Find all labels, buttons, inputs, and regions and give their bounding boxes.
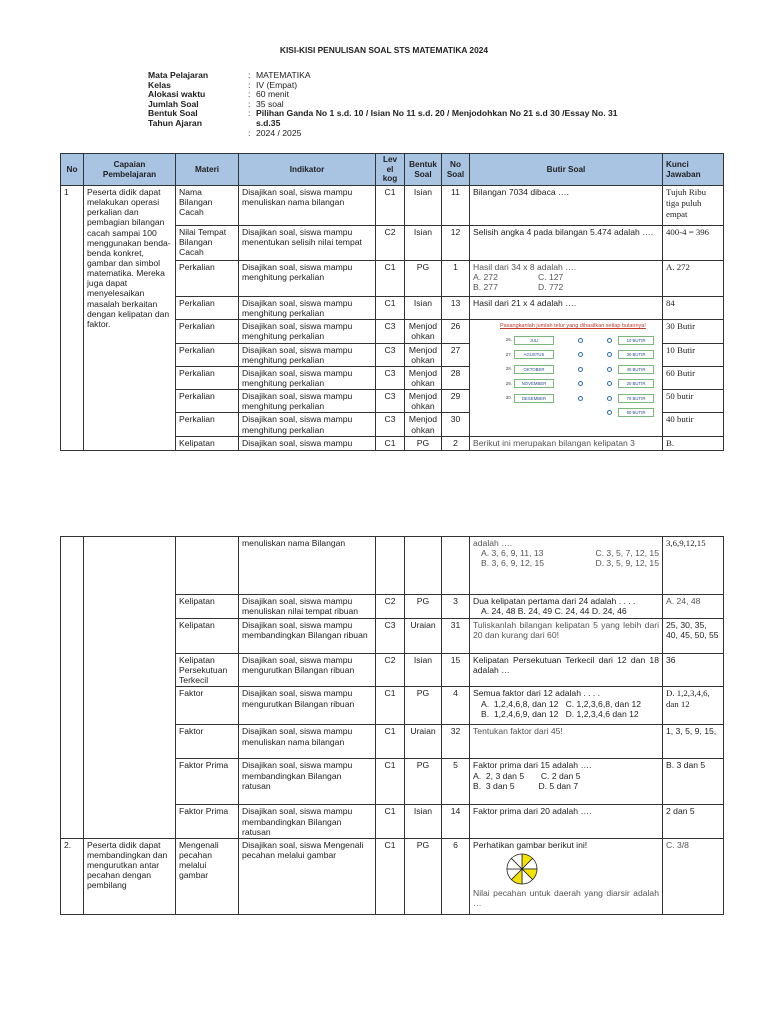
materi-cell: Perkalian xyxy=(176,320,239,343)
level-cell: C3 xyxy=(376,413,405,436)
count-box: 30 BUTIR xyxy=(618,350,654,359)
matching-title: Pasangkanlah jumlah telur yang dihasilkan setiap bulannya! xyxy=(500,323,646,330)
butir-cell: Selisih angka 4 pada bilangan 5.474 adalah …. xyxy=(470,226,663,261)
option: B. 277 xyxy=(473,282,498,293)
header-indikator: Indikator xyxy=(239,154,376,186)
level-cell: C3 xyxy=(376,390,405,413)
bentuk-cell: Isian xyxy=(405,226,442,261)
bentuk-cell: PG xyxy=(405,436,442,450)
bentuk-cell: Isian xyxy=(405,805,442,838)
count-box: 40 BUTIR xyxy=(618,365,654,374)
kunci-cell: 3,6,9,12,15 xyxy=(663,537,724,595)
bentuk-cell: Menjod ohkan xyxy=(405,413,442,436)
table-row xyxy=(61,838,724,914)
level-cell: C3 xyxy=(376,619,405,654)
bentuk-cell: PG xyxy=(405,759,442,805)
indikator-cell: Disajikan soal, siswa mampu menuliskan nama bilangan xyxy=(239,725,376,759)
level-cell: C1 xyxy=(376,297,405,320)
row-number: 1 xyxy=(61,186,84,451)
match-dot xyxy=(607,352,612,357)
level-cell: C2 xyxy=(376,226,405,261)
bentuk-cell: PG xyxy=(405,261,442,297)
kunci-cell: D. 1,2,3,4,6, dan 12 xyxy=(663,687,724,725)
materi-cell: Nilai Tempat Bilangan Cacah xyxy=(176,226,239,261)
nosoal-cell: 14 xyxy=(442,805,470,838)
indikator-cell: Disajikan soal, siswa mampu menghitung perkalian xyxy=(239,390,376,413)
option: C. 3, 5, 7, 12, 15 xyxy=(595,548,659,559)
materi-cell: Perkalian xyxy=(176,413,239,436)
nosoal-cell: 5 xyxy=(442,759,470,805)
butir-cell: Tentukan faktor dari 45! xyxy=(470,725,663,759)
meta-label: Mata Pelajaran xyxy=(148,70,209,80)
question-text: Faktor prima dari 15 adalah …. xyxy=(473,760,592,771)
level-cell: C1 xyxy=(376,261,405,297)
fraction-pie-image xyxy=(473,852,659,888)
match-dot xyxy=(607,367,612,372)
meta-value: 2024 / 2025 xyxy=(256,127,302,138)
table-row xyxy=(61,186,724,226)
month-box: DESEMBER xyxy=(514,394,554,403)
row-number: 2. xyxy=(61,838,84,914)
nosoal-cell: 30 xyxy=(442,413,470,436)
materi-cell: Perkalian xyxy=(176,366,239,389)
nosoal-cell: 4 xyxy=(442,687,470,725)
header-capaian: Capaian Pembelajaran xyxy=(84,154,176,186)
header-no: No xyxy=(61,154,84,186)
pie-fraction-icon xyxy=(505,852,539,886)
count-box: 60 BUTIR xyxy=(618,408,654,417)
level-cell: C1 xyxy=(376,436,405,450)
kunci-cell: B. xyxy=(663,436,724,450)
question-text: Hasil dari 34 x 8 adalah …. xyxy=(473,262,577,273)
nosoal-cell: 3 xyxy=(442,595,470,619)
meta-label: Tahun Ajaran xyxy=(148,117,202,128)
kunci-cell: 50 butir xyxy=(663,390,724,413)
kunci-cell: 30 Butir xyxy=(663,320,724,343)
bentuk-cell: Isian xyxy=(405,186,442,226)
match-dot xyxy=(578,338,583,343)
materi-cell: Perkalian xyxy=(176,297,239,320)
match-dot xyxy=(578,367,583,372)
bentuk-cell xyxy=(405,537,442,595)
matching-row xyxy=(500,405,662,420)
butir-cell xyxy=(470,687,663,725)
options-line: B. 1,2,4,6,9, dan 12 D. 1,2,3,4,6 dan 12 xyxy=(481,708,639,719)
nosoal-cell: 27 xyxy=(442,343,470,366)
question-text: Semua faktor dari 12 adalah . . . . xyxy=(473,688,601,699)
butir-cell xyxy=(470,595,663,619)
nosoal-cell: 28 xyxy=(442,366,470,389)
butir-cell: Faktor prima dari 20 adalah …. xyxy=(470,805,663,838)
level-cell: C2 xyxy=(376,595,405,619)
page-title: KISI-KISI PENULISAN SOAL STS MATEMATIKA 2024 xyxy=(279,45,489,55)
match-dot xyxy=(607,396,612,401)
document-meta: Mata Pelajaran : MATEMATIKA Kelas : IV (Empat) Alokasi waktu : 60 menit Jumlah Soal : 35 soal Bentuk Soal : Pilihan Ganda No 1 s.d. 10 / Isian No 11 s.d. 20 / Menjodohkan No 21 s.d 30 /Essay No. 31 Tahun Ajaran s.d.35 : 2024 / 2025 xyxy=(148,70,676,137)
bentuk-cell: Isian xyxy=(405,297,442,320)
materi-cell: Kelipatan Persekutuan Terkecil xyxy=(176,654,239,687)
bentuk-cell: Uraian xyxy=(405,725,442,759)
meta-label: Alokasi waktu xyxy=(148,89,206,100)
count-box: 20 BUTIR xyxy=(618,379,654,388)
butir-cell: Bilangan 7034 dibaca …. xyxy=(470,186,663,226)
question-text: adalah …. xyxy=(473,538,513,548)
matching-row: 26. JULI 10 BUTIR xyxy=(500,333,662,348)
level-cell: C1 xyxy=(376,805,405,838)
butir-cell xyxy=(470,537,663,595)
nosoal-cell xyxy=(442,537,470,595)
option: D. 3, 5, 9, 12, 15 xyxy=(595,558,659,569)
match-dot xyxy=(607,410,612,415)
meta-value: s.d.35 xyxy=(256,117,281,128)
kunci-cell: 1, 3, 5, 9, 15, xyxy=(663,725,724,759)
bentuk-cell: PG xyxy=(405,838,442,914)
butir-cell: Berikut ini merupakan bilangan kelipatan 3 xyxy=(470,436,663,450)
matching-row: 27. AGUSTUS 30 BUTIR xyxy=(500,347,662,362)
header-materi: Materi xyxy=(176,154,239,186)
kunci-cell: 60 Butir xyxy=(663,366,724,389)
kunci-cell: C. 3/8 xyxy=(663,838,724,914)
nosoal-cell: 2 xyxy=(442,436,470,450)
matching-row: 29. NOVEMBER 20 BUTIR xyxy=(500,376,662,391)
bentuk-cell: Isian xyxy=(405,654,442,687)
meta-value: Pilihan Ganda No 1 s.d. 10 / Isian No 11 s.d. 20 / Menjodohkan No 21 s.d 30 /Essay No. 31 xyxy=(256,108,618,119)
bentuk-cell: Uraian xyxy=(405,619,442,654)
level-cell: C3 xyxy=(376,366,405,389)
indikator-cell: Disajikan soal, siswa mampu menuliskan nama bilangan xyxy=(239,186,376,226)
butir-cell: Kelipatan Persekutuan Terkecil dari 12 dan 18 adalah … xyxy=(470,654,663,687)
nosoal-cell: 13 xyxy=(442,297,470,320)
materi-cell: Kelipatan xyxy=(176,436,239,450)
option: A. 3, 6, 9, 11, 13 xyxy=(481,548,544,559)
question-text: Dua kelipatan pertama dari 24 adalah . . . . xyxy=(473,596,636,606)
bentuk-cell: Menjod ohkan xyxy=(405,320,442,343)
match-dot xyxy=(578,381,583,386)
materi-cell: Perkalian xyxy=(176,343,239,366)
level-cell: C1 xyxy=(376,759,405,805)
header-level: Lev el kog xyxy=(376,154,405,186)
option: A. 272 xyxy=(473,272,498,283)
bentuk-cell: PG xyxy=(405,595,442,619)
match-dot xyxy=(607,381,612,386)
nosoal-cell: 15 xyxy=(442,654,470,687)
header-bentuk: Bentuk Soal xyxy=(405,154,442,186)
month-box: NOVEMBER xyxy=(514,379,554,388)
indikator-cell: Disajikan soal, siswa mampu menghitung perkalian xyxy=(239,297,376,320)
nosoal-cell: 31 xyxy=(442,619,470,654)
materi-cell: Faktor Prima xyxy=(176,805,239,838)
options-line: A. 2, 3 dan 5 C. 2 dan 5 xyxy=(473,770,581,781)
level-cell: C2 xyxy=(376,654,405,687)
bentuk-cell: Menjod ohkan xyxy=(405,366,442,389)
option: B. 3, 6, 9, 12, 15 xyxy=(481,558,545,569)
kunci-cell: 84 xyxy=(663,297,724,320)
indikator-cell: Disajikan soal, siswa mampu menghitung perkalian xyxy=(239,413,376,436)
indikator-cell: Disajikan soal, siswa mampu membandingkan Bilangan ratusan xyxy=(239,759,376,805)
level-cell: C1 xyxy=(376,725,405,759)
kunci-cell: 40 butir xyxy=(663,413,724,436)
matching-row: 28. OKTOBER 40 BUTIR xyxy=(500,362,662,377)
butir-cell xyxy=(470,261,663,297)
row-number-empty xyxy=(61,537,84,839)
kunci-cell: B. 3 dan 5 xyxy=(663,759,724,805)
option: C. 127 xyxy=(538,272,564,283)
indikator-cell: Disajikan soal, siswa mampu menghitung perkalian xyxy=(239,366,376,389)
meta-label: Bentuk Soal xyxy=(148,108,198,119)
materi-cell: Faktor xyxy=(176,687,239,725)
nosoal-cell: 29 xyxy=(442,390,470,413)
question-text: Nilai pecahan untuk daerah yang diarsir adalah … xyxy=(473,888,659,909)
kisi-kisi-table-page-2 xyxy=(60,536,724,915)
kisi-kisi-table-page-1 xyxy=(60,153,724,451)
month-box: AGUSTUS xyxy=(514,350,554,359)
nosoal-cell: 12 xyxy=(442,226,470,261)
indikator-cell: Disajikan soal, siswa mampu xyxy=(239,436,376,450)
bentuk-cell: PG xyxy=(405,687,442,725)
indikator-cell: Disajikan soal, siswa mampu membandingkan Bilangan ribuan xyxy=(239,619,376,654)
level-cell: C1 xyxy=(376,838,405,914)
kunci-cell: Tujuh Ribu tiga puluh empat xyxy=(663,186,724,226)
indikator-cell: Disajikan soal, siswa mampu mengurutkan Bilangan ribuan xyxy=(239,654,376,687)
bentuk-cell: Menjod ohkan xyxy=(405,390,442,413)
butir-cell: Hasil dari 21 x 4 adalah …. xyxy=(470,297,663,320)
match-dot xyxy=(578,352,583,357)
meta-label xyxy=(148,128,248,138)
indikator-cell: Disajikan soal, siswa mampu menentukan selisih nilai tempat xyxy=(239,226,376,261)
option: D. 772 xyxy=(538,282,564,293)
table-header-row xyxy=(61,154,724,186)
indikator-cell: Disajikan soal, siswa Mengenali pecahan melalui gambar xyxy=(239,838,376,914)
materi-cell xyxy=(176,537,239,595)
materi-cell: Kelipatan xyxy=(176,595,239,619)
capaian-pembelajaran: Peserta didik dapat melakukan operasi perkalian dan pembagian bilangan cacah sampai 100 menggunakan benda- benda konkret, gambar dan simbol matematika. Mereka juga dapat menyelesaikan masalah berkaitan dengan kelipatan dan faktor. xyxy=(84,186,176,451)
options-line: A. 24, 48 B. 24, 49 C. 24, 44 D. 24, 46 xyxy=(481,606,627,617)
level-cell: C1 xyxy=(376,186,405,226)
level-cell xyxy=(376,537,405,595)
indikator-cell: Disajikan soal, siswa mampu mengurutkan Bilangan ribuan xyxy=(239,687,376,725)
materi-cell: Perkalian xyxy=(176,390,239,413)
meta-label: Jumlah Soal xyxy=(148,98,199,109)
header-butir: Butir Soal xyxy=(470,154,663,186)
options-line: B. 3 dan 5 D. 5 dan 7 xyxy=(473,780,579,791)
question-text: Perhatikan gambar berikut ini! xyxy=(473,839,588,850)
kunci-cell: A. 24, 48 xyxy=(663,595,724,619)
matching-question-image xyxy=(470,320,663,436)
butir-cell xyxy=(470,838,663,914)
options-line: A. 1,2,4,6,8, dan 12 C. 1,2,3,6,8, dan 12 xyxy=(481,698,642,709)
materi-cell: Faktor Prima xyxy=(176,759,239,805)
meta-value: 35 soal xyxy=(256,98,284,109)
indikator-cell: Disajikan soal, siswa mampu menghitung perkalian xyxy=(239,261,376,297)
meta-label: Kelas xyxy=(148,79,171,90)
materi-cell: Nama Bilangan Cacah xyxy=(176,186,239,226)
indikator-cell: Disajikan soal, siswa mampu menghitung perkalian xyxy=(239,343,376,366)
month-box: JULI xyxy=(514,336,554,345)
matching-row: 30. DESEMBER 70 BUTIR xyxy=(500,391,662,406)
nosoal-cell: 11 xyxy=(442,186,470,226)
meta-value: IV (Empat) xyxy=(256,79,298,90)
header-kunci: Kunci Jawaban xyxy=(663,154,724,186)
materi-cell: Faktor xyxy=(176,725,239,759)
level-cell: C1 xyxy=(376,687,405,725)
table-row xyxy=(61,537,724,595)
butir-cell xyxy=(470,759,663,805)
nosoal-cell: 6 xyxy=(442,838,470,914)
kunci-cell: 2 dan 5 xyxy=(663,805,724,838)
level-cell: C3 xyxy=(376,320,405,343)
indikator-cell: Disajikan soal, siswa mampu membandingkan Bilangan ratusan xyxy=(239,805,376,838)
level-cell: C3 xyxy=(376,343,405,366)
materi-cell: Kelipatan xyxy=(176,619,239,654)
match-dot xyxy=(607,338,612,343)
capaian-pembelajaran-cont xyxy=(84,537,176,839)
header-nosoal: No Soal xyxy=(442,154,470,186)
indikator-cell: Disajikan soal, siswa mampu menghitung perkalian xyxy=(239,320,376,343)
bentuk-cell: Menjod ohkan xyxy=(405,343,442,366)
kunci-cell: 400-4 = 396 xyxy=(663,226,724,261)
count-box: 70 BUTIR xyxy=(618,394,654,403)
butir-cell: Tuliskanlah bilangan kelipatan 5 yang lebih dari 20 dan kurang dari 60! xyxy=(470,619,663,654)
kunci-cell: 25, 30, 35, 40, 45, 50, 55 xyxy=(663,619,724,654)
kunci-cell: 10 Butir xyxy=(663,343,724,366)
nosoal-cell: 32 xyxy=(442,725,470,759)
nosoal-cell: 1 xyxy=(442,261,470,297)
materi-cell: Perkalian xyxy=(176,261,239,297)
kunci-cell: A. 272 xyxy=(663,261,724,297)
indikator-cell: Disajikan soal, siswa mampu menuliskan nilai tempat ribuan xyxy=(239,595,376,619)
nosoal-cell: 26 xyxy=(442,320,470,343)
match-dot xyxy=(578,396,583,401)
materi-cell: Mengenali pecahan melalui gambar xyxy=(176,838,239,914)
capaian-pembelajaran: Peserta didik dapat membandingkan dan mengurutkan antar pecahan dengan pembilang xyxy=(84,838,176,914)
count-box: 10 BUTIR xyxy=(618,336,654,345)
kunci-cell: 36 xyxy=(663,654,724,687)
meta-value: 60 menit xyxy=(256,89,289,100)
month-box: OKTOBER xyxy=(514,365,554,374)
indikator-cell: menuliskan nama Bilangan xyxy=(239,537,376,595)
meta-value: MATEMATIKA xyxy=(256,70,311,80)
